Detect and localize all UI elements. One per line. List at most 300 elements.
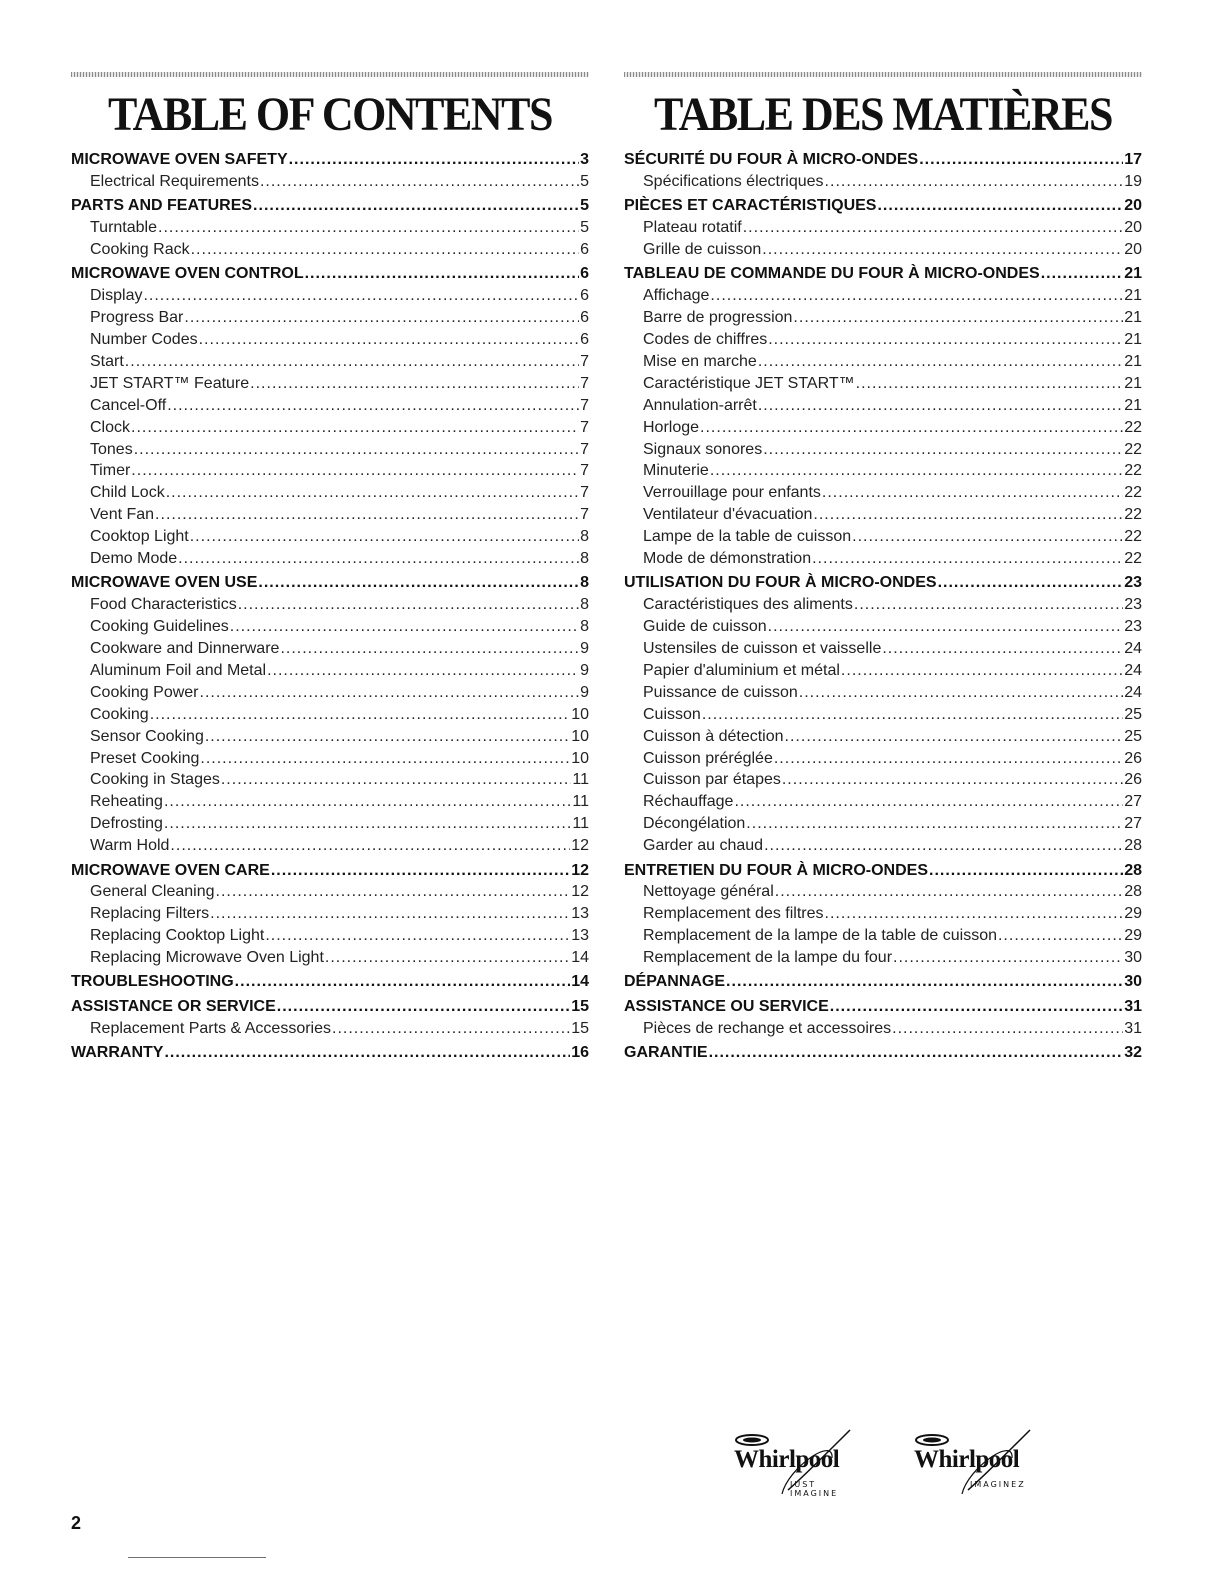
toc-entry-page: 21 xyxy=(1124,265,1142,283)
toc-subsection-entry[interactable] xyxy=(624,307,1142,329)
toc-entry-page: 17 xyxy=(1124,151,1142,168)
toc-entry-page: 5 xyxy=(580,197,589,215)
toc-dot-leader xyxy=(134,439,579,461)
toc-entry-page: 5 xyxy=(580,219,589,237)
toc-entry-page: 8 xyxy=(580,618,589,636)
toc-subsection-entry[interactable] xyxy=(71,285,589,307)
toc-entry-label: Clock xyxy=(90,418,131,436)
toc-entry-label: Cookware and Dinnerware xyxy=(90,640,280,658)
toc-dot-leader xyxy=(782,769,1123,791)
toc-entry-page: 13 xyxy=(571,905,589,923)
toc-dot-leader xyxy=(280,638,579,660)
toc-entry-page: 9 xyxy=(580,683,589,701)
toc-entry-page: 29 xyxy=(1124,905,1142,923)
toc-dot-leader xyxy=(825,903,1124,925)
toc-entry-label: Puissance de cuisson xyxy=(643,683,798,701)
toc-dot-leader xyxy=(166,482,579,504)
toc-subsection-entry[interactable] xyxy=(624,395,1142,417)
toc-subsection-entry[interactable] xyxy=(71,835,589,857)
toc-dot-leader xyxy=(131,460,579,482)
toc-entry-page: 5 xyxy=(580,172,589,190)
toc-subsection-entry[interactable] xyxy=(624,594,1142,616)
toc-dot-leader xyxy=(143,285,579,307)
toc-entry-page: 10 xyxy=(571,749,589,767)
toc-entry-page: 22 xyxy=(1124,550,1142,568)
toc-entry-page: 21 xyxy=(1124,396,1142,414)
toc-subsection-entry[interactable] xyxy=(71,791,589,813)
toc-entry-label: Remplacement de la lampe de la table de cuisson xyxy=(643,927,997,945)
toc-entry-label: Réchauffage xyxy=(643,793,734,811)
toc-list-french xyxy=(624,149,1142,1064)
toc-entry-label: Replacement Parts & Accessories xyxy=(90,1019,331,1037)
toc-subsection-entry[interactable] xyxy=(624,704,1142,726)
toc-dot-leader xyxy=(768,329,1123,351)
toc-entry-page: 21 xyxy=(1124,353,1142,371)
toc-entry-page: 24 xyxy=(1124,640,1142,658)
toc-subsection-entry[interactable] xyxy=(624,373,1142,395)
toc-subsection-entry[interactable] xyxy=(71,307,589,329)
toc-entry-label: Cooking Rack xyxy=(90,241,190,259)
toc-entry-label: PIÈCES ET CARACTÉRISTIQUES xyxy=(624,197,877,215)
toc-entry-page: 11 xyxy=(572,815,589,833)
toc-subsection-entry[interactable] xyxy=(624,504,1142,526)
toc-dot-leader xyxy=(700,417,1123,439)
toc-subsection-entry[interactable] xyxy=(71,925,589,947)
toc-entry-page: 6 xyxy=(580,309,589,327)
toc-dot-leader xyxy=(332,1018,570,1040)
toc-entry-page: 10 xyxy=(571,727,589,745)
toc-entry-page: 28 xyxy=(1124,837,1142,855)
toc-dot-leader xyxy=(710,460,1123,482)
toc-dot-leader xyxy=(998,925,1123,947)
toc-entry-label: Cuisson à détection xyxy=(643,727,784,745)
toc-entry-label: Cuisson par étapes xyxy=(643,771,781,789)
toc-entry-label: MICROWAVE OVEN CONTROL xyxy=(71,265,304,283)
top-rule xyxy=(624,72,1142,77)
toc-subsection-entry[interactable] xyxy=(624,925,1142,947)
toc-entry-label: Pièces de rechange et accessoires xyxy=(643,1019,892,1037)
toc-entry-page: 31 xyxy=(1124,997,1142,1015)
toc-dot-leader xyxy=(893,947,1123,969)
toc-entry-label: Grille de cuisson xyxy=(643,241,762,259)
toc-entry-label: MICROWAVE OVEN SAFETY xyxy=(71,151,288,168)
toc-entry-label: Defrosting xyxy=(90,815,163,833)
toc-entry-label: Horloge xyxy=(643,418,700,436)
toc-dot-leader xyxy=(158,217,579,239)
top-rule xyxy=(71,72,589,77)
toc-section-entry[interactable] xyxy=(71,996,589,1018)
toc-dot-leader xyxy=(813,504,1123,526)
toc-entry-page: 23 xyxy=(1124,618,1142,636)
toc-entry-page: 8 xyxy=(580,596,589,614)
toc-subsection-entry[interactable] xyxy=(71,526,589,548)
toc-entry-label: Verrouillage pour enfants xyxy=(643,484,821,502)
whirlpool-logo-french xyxy=(902,1428,1042,1498)
toc-subsection-entry[interactable] xyxy=(624,285,1142,307)
toc-dot-leader xyxy=(253,195,579,217)
toc-entry-page: 12 xyxy=(571,861,589,879)
toc-subsection-entry[interactable] xyxy=(624,748,1142,770)
toc-entry-label: UTILISATION DU FOUR À MICRO-ONDES xyxy=(624,574,937,592)
toc-subsection-entry[interactable] xyxy=(71,373,589,395)
toc-entry-label: GARANTIE xyxy=(624,1044,708,1062)
toc-entry-label: Cuisson xyxy=(643,705,701,723)
toc-entry-label: Caractéristique JET START™ xyxy=(643,374,855,392)
toc-subsection-entry[interactable] xyxy=(624,903,1142,925)
toc-entry-label: Mise en marche xyxy=(643,353,757,371)
toc-subsection-entry[interactable] xyxy=(624,769,1142,791)
toc-section-entry[interactable] xyxy=(71,1042,589,1064)
toc-dot-leader xyxy=(877,195,1123,217)
toc-dot-leader xyxy=(305,263,580,285)
toc-subsection-entry[interactable] xyxy=(624,217,1142,239)
toc-entry-label: Child Lock xyxy=(90,484,165,502)
toc-dot-leader xyxy=(758,351,1123,373)
toc-entry-label: Cancel-Off xyxy=(90,396,167,414)
toc-dot-leader xyxy=(164,813,571,835)
toc-dot-leader xyxy=(775,881,1123,903)
toc-section-entry[interactable] xyxy=(624,971,1142,993)
toc-entry-label: Number Codes xyxy=(90,331,198,349)
toc-subsection-entry[interactable] xyxy=(624,329,1142,351)
toc-entry-page: 22 xyxy=(1124,418,1142,436)
toc-subsection-entry[interactable] xyxy=(624,417,1142,439)
toc-dot-leader xyxy=(854,594,1123,616)
toc-dot-leader xyxy=(830,996,1123,1018)
toc-dot-leader xyxy=(758,395,1123,417)
toc-section-entry[interactable] xyxy=(71,860,589,882)
toc-subsection-entry[interactable] xyxy=(71,417,589,439)
toc-entry-page: 21 xyxy=(1124,287,1142,305)
toc-english-column xyxy=(71,72,589,1064)
toc-entry-label: Turntable xyxy=(90,219,157,237)
toc-dot-leader xyxy=(289,149,579,171)
toc-subsection-entry[interactable] xyxy=(624,682,1142,704)
toc-dot-leader xyxy=(200,748,570,770)
toc-dot-leader xyxy=(785,726,1124,748)
toc-dot-leader xyxy=(216,881,571,903)
toc-entry-page: 22 xyxy=(1124,462,1142,480)
toc-entry-label: Lampe de la table de cuisson xyxy=(643,528,852,546)
toc-subsection-entry[interactable] xyxy=(71,482,589,504)
toc-dot-leader xyxy=(250,373,579,395)
toc-subsection-entry[interactable] xyxy=(71,682,589,704)
toc-section-entry[interactable] xyxy=(624,149,1142,171)
toc-dot-leader xyxy=(170,835,570,857)
toc-subsection-entry[interactable] xyxy=(624,638,1142,660)
toc-subsection-entry[interactable] xyxy=(624,881,1142,903)
toc-subsection-entry[interactable] xyxy=(624,791,1142,813)
toc-entry-label: Plateau rotatif xyxy=(643,219,742,237)
toc-section-entry[interactable] xyxy=(71,263,589,285)
toc-subsection-entry[interactable] xyxy=(624,439,1142,461)
toc-entry-label: ASSISTANCE OR SERVICE xyxy=(71,997,276,1015)
toc-entry-label: Sensor Cooking xyxy=(90,727,204,745)
toc-subsection-entry[interactable] xyxy=(624,460,1142,482)
toc-subsection-entry[interactable] xyxy=(624,947,1142,969)
toc-section-entry[interactable] xyxy=(624,195,1142,217)
bottom-link-line xyxy=(128,1557,266,1558)
toc-section-entry[interactable] xyxy=(624,860,1142,882)
toc-subsection-entry[interactable] xyxy=(624,726,1142,748)
toc-subsection-entry[interactable] xyxy=(71,395,589,417)
toc-dot-leader xyxy=(919,149,1123,171)
toc-subsection-entry[interactable] xyxy=(71,439,589,461)
toc-entry-page: 13 xyxy=(571,927,589,945)
toc-dot-leader xyxy=(1041,263,1124,285)
toc-entry-page: 12 xyxy=(571,837,589,855)
toc-dot-leader xyxy=(726,971,1123,993)
toc-entry-page: 12 xyxy=(571,883,589,901)
toc-dot-leader xyxy=(164,1042,570,1064)
toc-title-french: TABLE DES MATIÈRES xyxy=(654,88,1112,141)
toc-entry-label: SÉCURITÉ DU FOUR À MICRO-ONDES xyxy=(624,151,919,168)
toc-entry-page: 10 xyxy=(571,705,589,723)
toc-entry-label: Caractéristiques des aliments xyxy=(643,596,853,614)
toc-entry-label: Cuisson préréglée xyxy=(643,749,773,767)
toc-entry-page: 22 xyxy=(1124,506,1142,524)
toc-entry-page: 8 xyxy=(580,550,589,568)
toc-entry-page: 8 xyxy=(580,528,589,546)
toc-entry-page: 23 xyxy=(1124,596,1142,614)
toc-entry-page: 11 xyxy=(572,793,589,811)
toc-dot-leader xyxy=(852,526,1123,548)
toc-subsection-entry[interactable] xyxy=(624,616,1142,638)
toc-dot-leader xyxy=(892,1018,1123,1040)
toc-entry-page: 21 xyxy=(1124,374,1142,392)
toc-subsection-entry[interactable] xyxy=(71,1018,589,1040)
toc-section-entry[interactable] xyxy=(71,971,589,993)
toc-dot-leader xyxy=(155,504,579,526)
toc-entry-page: 7 xyxy=(580,396,589,414)
toc-entry-page: 27 xyxy=(1124,793,1142,811)
toc-entry-page: 7 xyxy=(580,353,589,371)
toc-entry-label: Signaux sonores xyxy=(643,440,763,458)
toc-subsection-entry[interactable] xyxy=(71,351,589,373)
toc-entry-label: PARTS AND FEATURES xyxy=(71,197,253,215)
toc-entry-page: 15 xyxy=(571,997,589,1015)
toc-entry-label: Ustensiles de cuisson et vaisselle xyxy=(643,640,882,658)
toc-entry-label: Preset Cooking xyxy=(90,749,200,767)
toc-entry-label: Replacing Microwave Oven Light xyxy=(90,949,324,967)
toc-subsection-entry[interactable] xyxy=(71,594,589,616)
toc-subsection-entry[interactable] xyxy=(71,460,589,482)
toc-subsection-entry[interactable] xyxy=(71,638,589,660)
toc-entry-page: 3 xyxy=(580,151,589,168)
logo-wordmark: Whirlpool xyxy=(734,1446,840,1473)
toc-entry-label: ASSISTANCE OU SERVICE xyxy=(624,997,829,1015)
toc-subsection-entry[interactable] xyxy=(624,813,1142,835)
toc-subsection-entry[interactable] xyxy=(71,239,589,261)
toc-entry-page: 26 xyxy=(1124,771,1142,789)
toc-entry-page: 26 xyxy=(1124,749,1142,767)
toc-dot-leader xyxy=(205,726,570,748)
toc-entry-label: TROUBLESHOOTING xyxy=(71,973,234,991)
toc-dot-leader xyxy=(856,373,1124,395)
toc-dot-leader xyxy=(265,925,570,947)
toc-entry-page: 24 xyxy=(1124,683,1142,701)
toc-dot-leader xyxy=(131,417,579,439)
toc-dot-leader xyxy=(774,748,1123,770)
toc-entry-label: TABLEAU DE COMMANDE DU FOUR À MICRO-ONDES xyxy=(624,265,1040,283)
toc-entry-label: Annulation-arrêt xyxy=(643,396,757,414)
toc-subsection-entry[interactable] xyxy=(71,171,589,193)
toc-entry-label: Cooking xyxy=(90,705,149,723)
toc-section-entry[interactable] xyxy=(624,572,1142,594)
toc-subsection-entry[interactable] xyxy=(624,482,1142,504)
toc-entry-page: 25 xyxy=(1124,727,1142,745)
toc-entry-page: 7 xyxy=(580,506,589,524)
toc-dot-leader xyxy=(734,791,1123,813)
toc-dot-leader xyxy=(230,616,579,638)
toc-entry-label: Timer xyxy=(90,462,131,480)
toc-section-entry[interactable] xyxy=(624,263,1142,285)
toc-entry-label: Vent Fan xyxy=(90,506,155,524)
toc-entry-label: Nettoyage général xyxy=(643,883,774,901)
toc-dot-leader xyxy=(260,171,579,193)
toc-subsection-entry[interactable] xyxy=(71,548,589,570)
toc-entry-label: General Cleaning xyxy=(90,883,215,901)
toc-dot-leader xyxy=(822,482,1123,504)
toc-subsection-entry[interactable] xyxy=(624,351,1142,373)
toc-entry-page: 7 xyxy=(580,462,589,480)
toc-dot-leader xyxy=(235,971,571,993)
toc-subsection-entry[interactable] xyxy=(71,748,589,770)
toc-dot-leader xyxy=(812,548,1123,570)
toc-dot-leader xyxy=(190,526,579,548)
toc-entry-page: 6 xyxy=(580,265,589,283)
toc-dot-leader xyxy=(882,638,1123,660)
toc-entry-label: Replacing Filters xyxy=(90,905,210,923)
toc-subsection-entry[interactable] xyxy=(71,726,589,748)
toc-entry-label: Aluminum Foil and Metal xyxy=(90,661,267,679)
toc-dot-leader xyxy=(325,947,570,969)
toc-subsection-entry[interactable] xyxy=(624,835,1142,857)
toc-entry-page: 20 xyxy=(1124,219,1142,237)
toc-dot-leader xyxy=(199,329,579,351)
toc-subsection-entry[interactable] xyxy=(71,881,589,903)
logo-tagline: IMAGINEZ xyxy=(970,1480,1026,1489)
toc-entry-page: 8 xyxy=(580,574,589,592)
toc-dot-leader xyxy=(929,860,1123,882)
toc-dot-leader xyxy=(746,813,1123,835)
toc-entry-page: 7 xyxy=(580,484,589,502)
toc-subsection-entry[interactable] xyxy=(624,526,1142,548)
toc-entry-page: 30 xyxy=(1124,973,1142,991)
toc-entry-page: 6 xyxy=(580,331,589,349)
toc-entry-label: Cooking Guidelines xyxy=(90,618,229,636)
toc-entry-page: 14 xyxy=(571,973,589,991)
toc-entry-label: Demo Mode xyxy=(90,550,178,568)
toc-dot-leader xyxy=(267,660,579,682)
toc-entry-page: 7 xyxy=(580,440,589,458)
toc-entry-page: 20 xyxy=(1124,197,1142,215)
page-number: 2 xyxy=(71,1513,82,1533)
toc-entry-label: Barre de progression xyxy=(643,309,793,327)
toc-entry-page: 27 xyxy=(1124,815,1142,833)
toc-subsection-entry[interactable] xyxy=(71,217,589,239)
toc-entry-page: 31 xyxy=(1124,1019,1142,1037)
toc-entry-label: Electrical Requirements xyxy=(90,172,259,190)
toc-dot-leader xyxy=(238,594,579,616)
toc-entry-page: 14 xyxy=(571,949,589,967)
toc-entry-label: Affichage xyxy=(643,287,710,305)
toc-subsection-entry[interactable] xyxy=(71,769,589,791)
toc-dot-leader xyxy=(271,860,570,882)
toc-entry-page: 9 xyxy=(580,640,589,658)
toc-subsection-entry[interactable] xyxy=(71,947,589,969)
toc-subsection-entry[interactable] xyxy=(624,660,1142,682)
toc-dot-leader xyxy=(793,307,1123,329)
toc-entry-page: 16 xyxy=(571,1044,589,1062)
toc-section-entry[interactable] xyxy=(71,195,589,217)
toc-subsection-entry[interactable] xyxy=(624,1018,1142,1040)
toc-entry-page: 23 xyxy=(1124,574,1142,592)
toc-entry-label: Cooktop Light xyxy=(90,528,189,546)
toc-entry-page: 28 xyxy=(1124,883,1142,901)
toc-dot-leader xyxy=(799,682,1123,704)
toc-entry-page: 25 xyxy=(1124,705,1142,723)
toc-subsection-entry[interactable] xyxy=(71,329,589,351)
toc-subsection-entry[interactable] xyxy=(624,239,1142,261)
toc-subsection-entry[interactable] xyxy=(71,504,589,526)
toc-french-column xyxy=(624,72,1142,1064)
toc-section-entry[interactable] xyxy=(71,572,589,594)
toc-entry-page: 30 xyxy=(1124,949,1142,967)
toc-subsection-entry[interactable] xyxy=(71,616,589,638)
toc-entry-label: DÉPANNAGE xyxy=(624,973,726,991)
toc-entry-page: 15 xyxy=(571,1019,589,1037)
toc-dot-leader xyxy=(841,660,1123,682)
toc-entry-label: Codes de chiffres xyxy=(643,331,768,349)
toc-entry-label: Papier d'aluminium et métal xyxy=(643,661,840,679)
toc-entry-page: 29 xyxy=(1124,927,1142,945)
toc-subsection-entry[interactable] xyxy=(71,660,589,682)
toc-entry-label: Spécifications électriques xyxy=(643,172,824,190)
toc-dot-leader xyxy=(709,1042,1124,1064)
logo-tagline: JUST IMAGINE xyxy=(790,1480,839,1498)
toc-section-entry[interactable] xyxy=(71,149,589,171)
toc-section-entry[interactable] xyxy=(624,1042,1142,1064)
toc-entry-page: 24 xyxy=(1124,661,1142,679)
toc-dot-leader xyxy=(258,572,579,594)
toc-entry-page: 22 xyxy=(1124,440,1142,458)
toc-section-entry[interactable] xyxy=(624,996,1142,1018)
toc-entry-label: MICROWAVE OVEN USE xyxy=(71,574,258,592)
toc-subsection-entry[interactable] xyxy=(624,548,1142,570)
toc-dot-leader xyxy=(125,351,579,373)
toc-entry-page: 22 xyxy=(1124,484,1142,502)
toc-entry-label: Warm Hold xyxy=(90,837,170,855)
toc-dot-leader xyxy=(825,171,1124,193)
toc-entry-label: Cooking in Stages xyxy=(90,771,220,789)
toc-entry-label: Replacing Cooktop Light xyxy=(90,927,265,945)
toc-subsection-entry[interactable] xyxy=(71,704,589,726)
toc-subsection-entry[interactable] xyxy=(624,171,1142,193)
toc-subsection-entry[interactable] xyxy=(71,903,589,925)
toc-entry-page: 20 xyxy=(1124,241,1142,259)
toc-subsection-entry[interactable] xyxy=(71,813,589,835)
toc-entry-page: 28 xyxy=(1124,861,1142,879)
toc-dot-leader xyxy=(221,769,572,791)
toc-entry-label: MICROWAVE OVEN CARE xyxy=(71,861,270,879)
toc-entry-label: Reheating xyxy=(90,793,163,811)
toc-entry-label: Ventilateur d'évacuation xyxy=(643,506,813,524)
toc-entry-label: JET START™ Feature xyxy=(90,374,250,392)
brand-logos xyxy=(722,1428,1062,1508)
toc-dot-leader xyxy=(178,548,579,570)
toc-title: TABLE OF CONTENTS xyxy=(108,88,552,141)
